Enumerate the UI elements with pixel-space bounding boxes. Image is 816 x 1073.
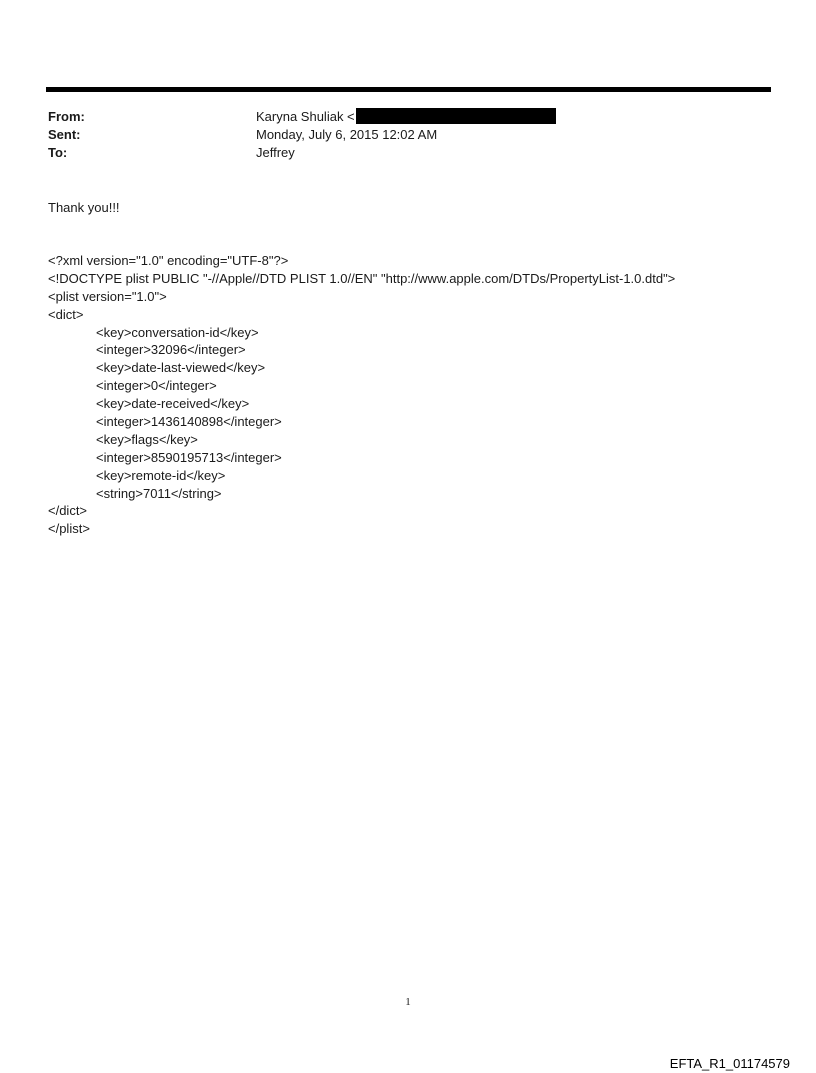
from-sender: Karyna Shuliak < bbox=[256, 109, 355, 124]
from-value bbox=[256, 108, 556, 126]
xml-line: <?xml version="1.0" encoding="UTF-8"?> bbox=[48, 253, 289, 268]
sent-row bbox=[48, 126, 748, 144]
xml-line: <key>conversation-id</key> bbox=[96, 324, 259, 340]
email-greeting: Thank you!!! bbox=[48, 200, 120, 215]
xml-line: <integer>1436140898</integer> bbox=[96, 414, 282, 430]
xml-line: <plist version="1.0"> bbox=[48, 288, 167, 304]
xml-line: <integer>8590195713</integer> bbox=[96, 449, 282, 465]
from-row bbox=[48, 108, 748, 126]
page-number: 1 bbox=[405, 996, 411, 1008]
redaction-box bbox=[356, 108, 556, 124]
xml-line: <key>date-last-viewed</key> bbox=[96, 360, 266, 376]
to-row bbox=[48, 144, 748, 162]
xml-line: <key>remote-id</key> bbox=[96, 467, 226, 483]
xml-line: <key>date-received</key> bbox=[96, 396, 250, 412]
document-id: EFTA_R1_01174579 bbox=[669, 1056, 790, 1071]
header-divider bbox=[46, 87, 771, 92]
xml-content bbox=[48, 252, 788, 538]
xml-line: <integer>0</integer> bbox=[96, 378, 217, 394]
sent-label: Sent: bbox=[48, 127, 81, 142]
xml-line: <dict> bbox=[48, 306, 84, 322]
email-header bbox=[48, 108, 748, 162]
xml-line: <integer>32096</integer> bbox=[96, 342, 246, 358]
xml-line: <key>flags</key> bbox=[96, 431, 198, 447]
to-value: Jeffrey bbox=[256, 145, 295, 160]
xml-line: <string>7011</string> bbox=[96, 485, 222, 501]
xml-line: <!DOCTYPE plist PUBLIC "-//Apple//DTD PLIST 1.0//EN" "http://www.apple.com/DTDs/PropertyList-1.0.dtd"> bbox=[48, 270, 676, 286]
xml-line: </plist> bbox=[48, 521, 90, 537]
to-label: To: bbox=[48, 145, 68, 160]
xml-line: </dict> bbox=[48, 503, 88, 519]
from-label: From: bbox=[48, 109, 85, 124]
sent-value: Monday, July 6, 2015 12:02 AM bbox=[256, 127, 438, 142]
